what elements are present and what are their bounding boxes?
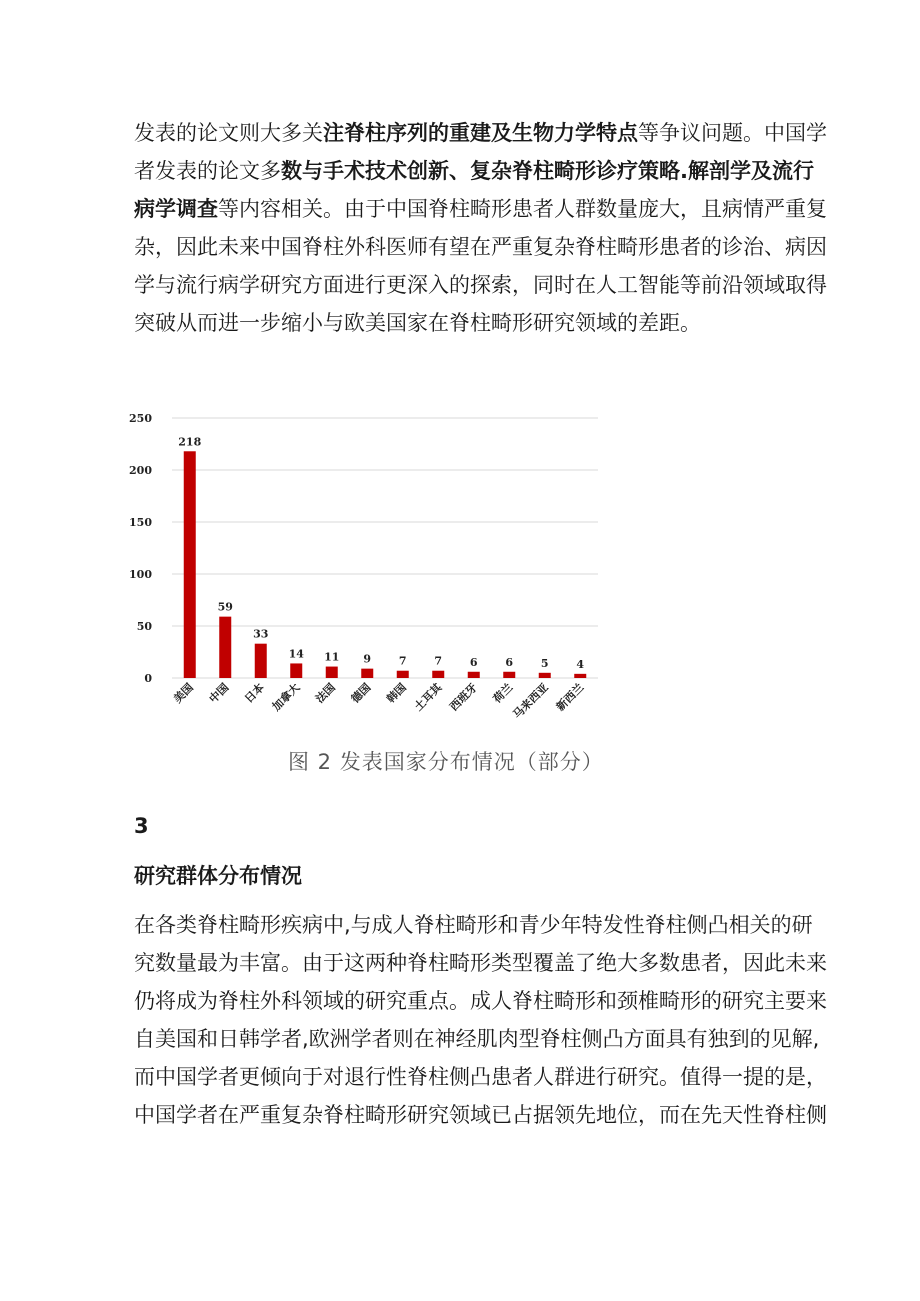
text-run: 突破从而进一步缩小与欧美国家在脊柱畸形研究领域的差距。 [134,311,701,335]
text-line [134,1020,820,1058]
section-title: 研究群体分布情况 [134,864,302,888]
chart-grid [172,418,598,678]
bar [503,672,515,678]
text-line [134,1096,827,1134]
bar-value-label: 4 [576,657,585,671]
category-label: 新西兰 [553,680,587,714]
category-label: 中国 [206,680,232,706]
category-label: 马来西亚 [510,680,551,722]
bar-value-label: 9 [363,652,372,666]
figure-caption: 图 2 发表国家分布情况（部分） [288,750,604,774]
text-run: 者发表的论文多 [134,159,281,183]
category-label: 德国 [348,680,374,706]
bar-value-label: 7 [434,654,443,668]
text-run: 杂，因此未来中国脊柱外科医师有望在严重复杂脊柱畸形患者的诊治、病因 [134,235,827,259]
text-run: 学与流行病学研究方面进行更深入的探索，同时在人工智能等前沿领域取得 [134,273,827,297]
y-tick-label: 50 [136,620,152,633]
text-line [134,906,813,944]
text-line [134,152,814,190]
x-axis-category-labels [170,680,586,722]
y-tick-label: 250 [129,412,152,425]
bar-value-label: 11 [324,650,340,664]
bar-value-label: 6 [505,655,514,669]
country-distribution-bar-chart [128,404,618,734]
bar-value-label: 33 [253,627,269,641]
category-label: 法国 [313,680,338,706]
text-line [134,190,827,228]
chart-bars [184,451,587,678]
category-label: 土耳其 [411,680,445,714]
data-labels [178,435,584,671]
bold-text-run: 病学调查 [134,197,218,221]
text-line [134,228,827,266]
y-axis-ticks [129,412,152,685]
bar [397,671,409,678]
category-label: 加拿大 [269,680,303,714]
text-run: 等争议问题。中国学 [638,121,827,145]
y-tick-label: 150 [129,516,152,529]
text-run: 仍将成为脊柱外科领域的研究重点。成人脊柱畸形和颈椎畸形的研究主要来 [134,989,827,1013]
text-line [134,266,827,304]
bar [539,673,551,678]
bar [255,644,267,678]
bar-value-label: 14 [288,647,304,661]
bar [361,669,373,678]
text-line [134,1058,827,1096]
y-tick-label: 100 [129,568,152,581]
text-run: 等内容相关。由于中国脊柱畸形患者人群数量庞大，且病情严重复 [218,197,827,221]
text-line [134,114,827,152]
paragraph-1 [134,114,827,342]
category-label: 韩国 [384,680,409,706]
bold-text-run: 数与手术技术创新、复杂脊柱畸形诊疗策略.解剖学及流行 [281,159,814,183]
text-line [134,944,827,982]
text-run: 自美国和日韩学者,欧洲学者则在神经肌肉型脊柱侧凸方面具有独到的见解, [134,1027,820,1051]
category-label: 日本 [242,680,267,706]
text-run: 究数量最为丰富。由于这两种脊柱畸形类型覆盖了绝大多数患者，因此未来 [134,951,827,975]
text-line [134,982,827,1020]
bar-value-label: 5 [540,656,549,670]
bar [290,663,302,678]
y-tick-label: 200 [129,464,152,477]
bar-value-label: 59 [217,600,233,614]
bar-value-label: 218 [178,435,202,449]
text-run: 发表的论文则大多关 [134,121,323,145]
bar-value-label: 6 [469,655,478,669]
paragraph-2 [134,906,827,1134]
text-run: 而中国学者更倾向于对退行性脊柱侧凸患者人群进行研究。值得一提的是， [134,1065,827,1089]
section-number: 3 [134,814,149,838]
bar [219,617,231,678]
text-run: 在各类脊柱畸形疾病中,与成人脊柱畸形和青少年特发性脊柱侧凸相关的研 [134,913,813,937]
bar [326,667,338,678]
text-line [134,304,794,342]
bar-value-label: 7 [398,654,407,668]
category-label: 美国 [171,680,196,706]
bar [468,672,480,678]
category-label: 西班牙 [447,680,480,714]
bold-text-run: 注脊柱序列的重建及生物力学特点 [323,121,638,145]
bar [184,451,196,678]
bar [432,671,444,678]
category-label: 荷兰 [490,680,516,706]
text-run: 中国学者在严重复杂脊柱畸形研究领域已占据领先地位，而在先天性脊柱侧 [134,1103,827,1127]
y-tick-label: 0 [144,672,152,685]
bar [574,674,586,678]
